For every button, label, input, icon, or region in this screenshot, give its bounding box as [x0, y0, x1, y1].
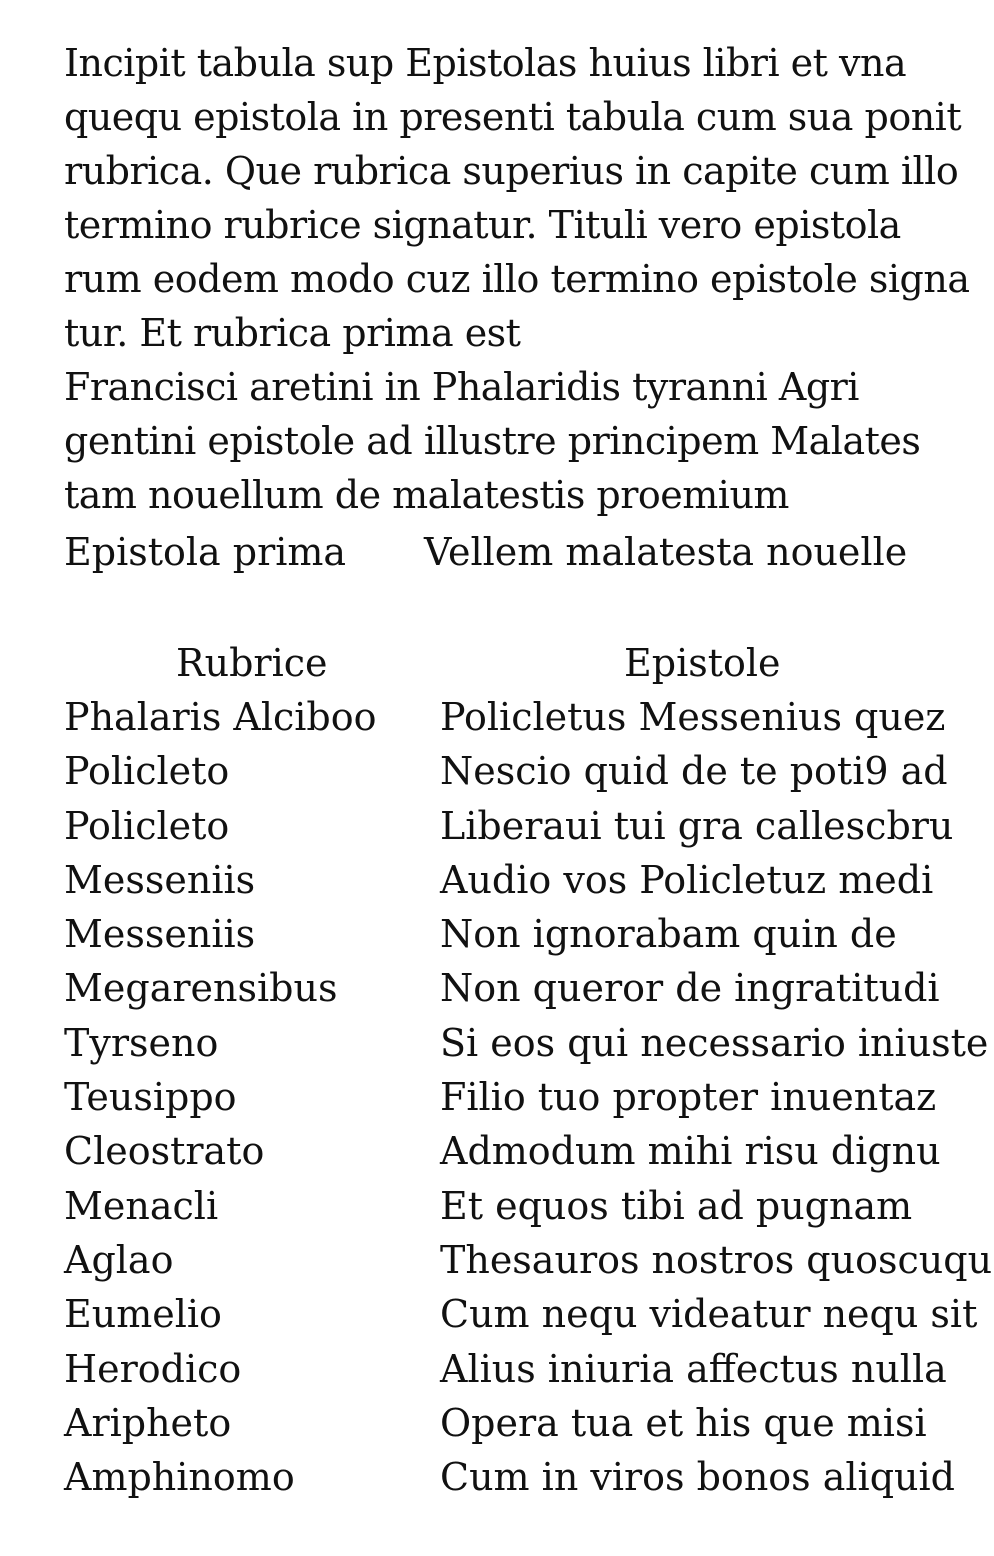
incipit-cell: Cum nequ videatur nequ sit — [440, 1292, 978, 1337]
rubric-cell: Policleto — [64, 749, 230, 794]
table-row — [64, 907, 964, 961]
table-header — [64, 636, 964, 690]
intro-line: quequ epistola in presenti tabula cum sua ponit — [64, 95, 962, 139]
incipit-cell: Policletus Messenius quez — [440, 695, 946, 739]
rubric-cell: Messeniis — [64, 912, 256, 957]
rubric-cell: Eumelio — [64, 1292, 222, 1337]
intro-paragraph — [64, 36, 970, 522]
table-row — [64, 1342, 964, 1396]
incipit-cell: Et equos tibi ad pugnam — [440, 1183, 913, 1228]
rubric-cell: Messeniis — [64, 857, 256, 902]
incipit-cell: Audio vos Policletuz medi — [440, 857, 934, 902]
intro-line: tur. Et rubrica prima est — [64, 311, 521, 355]
incipit-cell: Cum in viros bonos aliquid — [440, 1455, 955, 1500]
intro-line: Francisci aretini in Phalaridis tyranni Agri — [64, 365, 859, 409]
contents-table — [64, 636, 993, 1504]
rubric-cell: Tyrseno — [64, 1020, 219, 1065]
incipit-cell: Si eos qui necessario iniuste — [440, 1020, 989, 1065]
table-row — [64, 1016, 989, 1070]
table-row — [64, 1124, 964, 1178]
table-row — [64, 799, 964, 853]
first-epistle-incipit: Vellem malatesta nouelle — [424, 530, 908, 574]
intro-line: rubrica. Que rubrica superius in capite cum illo — [64, 149, 959, 193]
header-rubrice: Rubrice — [176, 641, 328, 685]
incipit-cell: Nescio quid de te poti9 ad — [440, 749, 948, 794]
header-epistole: Epistole — [624, 641, 781, 685]
incipit-cell: Opera tua et his que misi — [440, 1400, 927, 1445]
incipit-cell: Alius iniuria affectus nulla — [440, 1346, 947, 1391]
table-row — [64, 1396, 964, 1450]
incipit-cell: Admodum mihi risu dignu — [440, 1129, 941, 1174]
intro-line: tam nouellum de malatestis proemium — [64, 473, 789, 517]
incipit-cell: Filio tuo propter inuentaz — [440, 1075, 937, 1120]
table-rows — [64, 690, 993, 1504]
rubric-cell: Megarensibus — [64, 966, 338, 1011]
table-row — [64, 1070, 964, 1124]
rubric-cell: Herodico — [64, 1346, 242, 1391]
rubric-cell: Phalaris Alciboo — [64, 695, 377, 739]
rubric-cell: Cleostrato — [64, 1129, 265, 1174]
intro-line: termino rubrice signatur. Tituli vero epistola — [64, 203, 901, 247]
first-epistle-entry — [64, 525, 944, 579]
rubric-cell: Teusippo — [64, 1075, 237, 1120]
table-row — [64, 1179, 964, 1233]
table-row — [64, 1233, 993, 1287]
table-row — [64, 744, 964, 798]
rubric-cell: Aripheto — [64, 1400, 232, 1445]
table-row — [64, 690, 964, 744]
incipit-cell: Thesauros nostros quoscuqu — [440, 1237, 993, 1282]
rubric-cell: Policleto — [64, 803, 230, 848]
intro-line: Incipit tabula sup Epistolas huius libri et vna — [64, 41, 907, 85]
intro-line: rum eodem modo cuz illo termino epistole signa — [64, 257, 970, 301]
rubric-cell: Amphinomo — [64, 1455, 295, 1500]
rubric-cell: Menacli — [64, 1183, 219, 1228]
table-row — [64, 853, 964, 907]
table-row — [64, 961, 964, 1015]
table-row — [64, 1287, 978, 1341]
first-epistle-label: Epistola prima — [64, 530, 347, 574]
incipit-cell: Liberaui tui gra callescbru — [440, 803, 954, 848]
incipit-cell: Non ignorabam quin de — [440, 912, 897, 957]
table-row — [64, 1450, 964, 1504]
intro-line: gentini epistole ad illustre principem Malates — [64, 419, 921, 463]
incipit-cell: Non queror de ingratitudi — [440, 966, 940, 1011]
rubric-cell: Aglao — [64, 1237, 174, 1282]
